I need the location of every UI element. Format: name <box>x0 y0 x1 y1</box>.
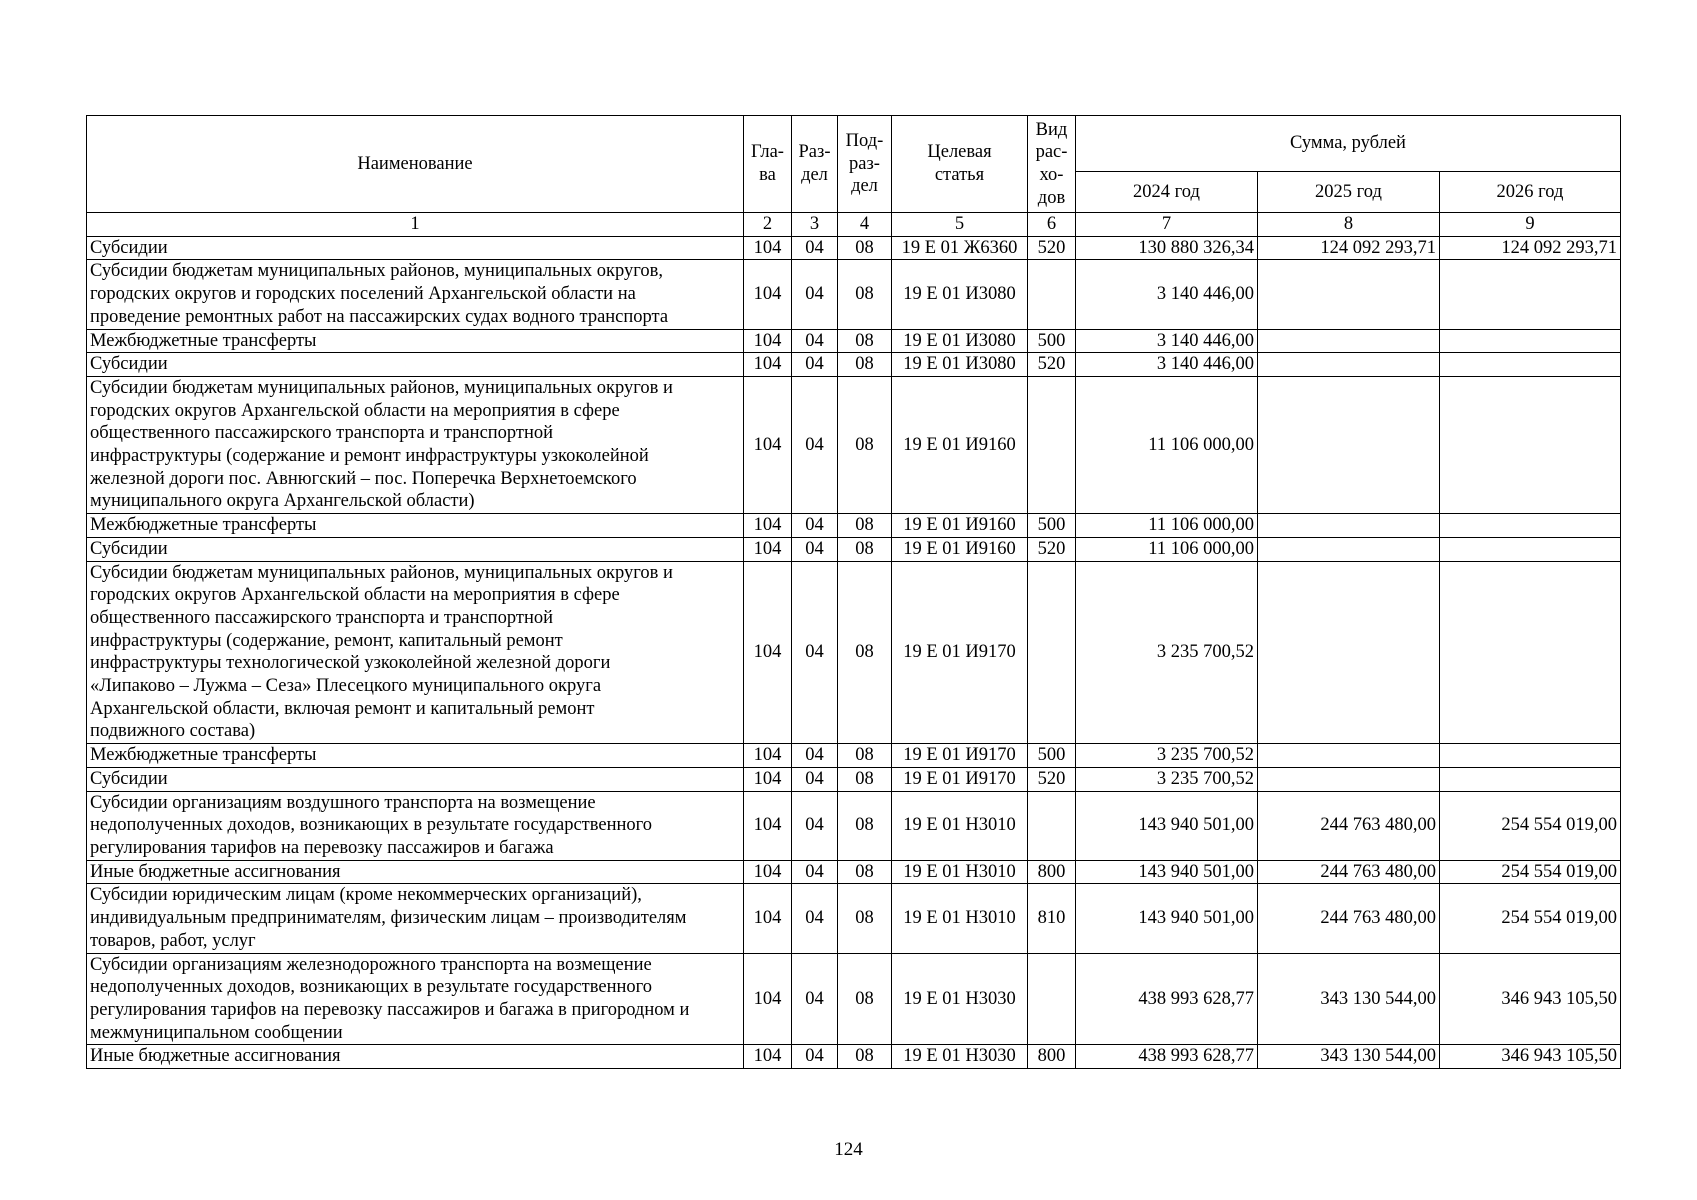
row-sum-2024: 3 140 446,00 <box>1076 353 1258 377</box>
row-vid-rashodov <box>1028 791 1076 860</box>
header-year-2026: 2026 год <box>1440 172 1621 213</box>
row-podrazdel: 08 <box>838 260 892 329</box>
table-row <box>87 953 1621 1045</box>
row-sum-2025: 244 763 480,00 <box>1258 860 1440 884</box>
row-sum-2026 <box>1440 376 1621 513</box>
column-number: 4 <box>838 213 892 237</box>
row-sum-2025: 244 763 480,00 <box>1258 791 1440 860</box>
row-name: Иные бюджетные ассигнования <box>87 1045 744 1069</box>
row-razdel: 04 <box>792 1045 838 1069</box>
row-podrazdel: 08 <box>838 376 892 513</box>
row-razdel: 04 <box>792 953 838 1045</box>
row-razdel: 04 <box>792 767 838 791</box>
row-celevaya-statya: 19 Е 01 Н3030 <box>892 953 1028 1045</box>
row-sum-2026: 346 943 105,50 <box>1440 1045 1621 1069</box>
row-sum-2024: 11 106 000,00 <box>1076 376 1258 513</box>
row-celevaya-statya: 19 Е 01 И3080 <box>892 329 1028 353</box>
row-glava: 104 <box>744 537 792 561</box>
row-sum-2026 <box>1440 353 1621 377</box>
row-celevaya-statya: 19 Е 01 И9170 <box>892 767 1028 791</box>
row-glava: 104 <box>744 353 792 377</box>
row-glava: 104 <box>744 376 792 513</box>
table-row <box>87 860 1621 884</box>
row-sum-2026 <box>1440 744 1621 768</box>
row-celevaya-statya: 19 Е 01 Н3030 <box>892 1045 1028 1069</box>
row-razdel: 04 <box>792 260 838 329</box>
column-number: 2 <box>744 213 792 237</box>
row-vid-rashodov: 810 <box>1028 884 1076 953</box>
row-celevaya-statya: 19 Е 01 Н3010 <box>892 860 1028 884</box>
row-razdel: 04 <box>792 353 838 377</box>
column-number: 6 <box>1028 213 1076 237</box>
header-podrazdel: Под- раз- дел <box>838 116 892 213</box>
row-podrazdel: 08 <box>838 236 892 260</box>
row-name: Субсидии бюджетам муниципальных районов, муниципальных округов, городских округов и городских поселений Архангельской области на проведение ремонтных работ на пассажирских судах водного транспорта <box>87 260 744 329</box>
row-podrazdel: 08 <box>838 561 892 744</box>
row-sum-2024: 438 993 628,77 <box>1076 1045 1258 1069</box>
row-celevaya-statya: 19 Е 01 И3080 <box>892 353 1028 377</box>
column-number: 3 <box>792 213 838 237</box>
row-podrazdel: 08 <box>838 329 892 353</box>
row-podrazdel: 08 <box>838 791 892 860</box>
row-sum-2024: 143 940 501,00 <box>1076 791 1258 860</box>
row-sum-2025: 124 092 293,71 <box>1258 236 1440 260</box>
table-row <box>87 1045 1621 1069</box>
row-glava: 104 <box>744 236 792 260</box>
table-row <box>87 884 1621 953</box>
row-vid-rashodov <box>1028 376 1076 513</box>
header-celevaya-statya: Целевая статья <box>892 116 1028 213</box>
row-podrazdel: 08 <box>838 537 892 561</box>
row-glava: 104 <box>744 1045 792 1069</box>
header-year-2024: 2024 год <box>1076 172 1258 213</box>
row-podrazdel: 08 <box>838 884 892 953</box>
row-sum-2025 <box>1258 353 1440 377</box>
row-vid-rashodov: 520 <box>1028 353 1076 377</box>
row-celevaya-statya: 19 Е 01 И9160 <box>892 376 1028 513</box>
row-sum-2026 <box>1440 767 1621 791</box>
row-vid-rashodov <box>1028 953 1076 1045</box>
row-sum-2025: 343 130 544,00 <box>1258 1045 1440 1069</box>
table-row <box>87 236 1621 260</box>
row-sum-2026 <box>1440 514 1621 538</box>
row-sum-2025: 343 130 544,00 <box>1258 953 1440 1045</box>
row-sum-2026 <box>1440 537 1621 561</box>
row-name: Межбюджетные трансферты <box>87 329 744 353</box>
row-sum-2026 <box>1440 329 1621 353</box>
row-sum-2024: 438 993 628,77 <box>1076 953 1258 1045</box>
row-glava: 104 <box>744 744 792 768</box>
row-celevaya-statya: 19 Е 01 И3080 <box>892 260 1028 329</box>
row-sum-2024: 143 940 501,00 <box>1076 860 1258 884</box>
row-sum-2025 <box>1258 329 1440 353</box>
row-name: Субсидии <box>87 353 744 377</box>
row-podrazdel: 08 <box>838 953 892 1045</box>
row-sum-2024: 3 140 446,00 <box>1076 329 1258 353</box>
row-podrazdel: 08 <box>838 744 892 768</box>
row-vid-rashodov: 520 <box>1028 767 1076 791</box>
row-razdel: 04 <box>792 329 838 353</box>
row-celevaya-statya: 19 Е 01 И9160 <box>892 537 1028 561</box>
table-row <box>87 353 1621 377</box>
row-razdel: 04 <box>792 744 838 768</box>
row-celevaya-statya: 19 Е 01 И9160 <box>892 514 1028 538</box>
row-sum-2025: 244 763 480,00 <box>1258 884 1440 953</box>
row-sum-2024: 11 106 000,00 <box>1076 537 1258 561</box>
row-glava: 104 <box>744 260 792 329</box>
row-glava: 104 <box>744 514 792 538</box>
row-name: Межбюджетные трансферты <box>87 514 744 538</box>
row-sum-2024: 143 940 501,00 <box>1076 884 1258 953</box>
row-podrazdel: 08 <box>838 353 892 377</box>
row-sum-2025 <box>1258 537 1440 561</box>
row-glava: 104 <box>744 767 792 791</box>
column-number: 5 <box>892 213 1028 237</box>
header-summa: Сумма, рублей <box>1076 116 1621 172</box>
row-sum-2024: 3 235 700,52 <box>1076 744 1258 768</box>
row-razdel: 04 <box>792 236 838 260</box>
column-number: 1 <box>87 213 744 237</box>
row-glava: 104 <box>744 884 792 953</box>
row-glava: 104 <box>744 860 792 884</box>
column-number: 9 <box>1440 213 1621 237</box>
column-number-row <box>87 213 1621 237</box>
table-body <box>87 213 1621 1069</box>
row-vid-rashodov: 800 <box>1028 1045 1076 1069</box>
row-sum-2025 <box>1258 514 1440 538</box>
column-number: 8 <box>1258 213 1440 237</box>
row-sum-2024: 11 106 000,00 <box>1076 514 1258 538</box>
table-row <box>87 767 1621 791</box>
row-name: Субсидии <box>87 767 744 791</box>
row-glava: 104 <box>744 953 792 1045</box>
row-name: Межбюджетные трансферты <box>87 744 744 768</box>
row-sum-2026: 254 554 019,00 <box>1440 884 1621 953</box>
row-celevaya-statya: 19 Е 01 Н3010 <box>892 791 1028 860</box>
row-vid-rashodov <box>1028 260 1076 329</box>
row-sum-2025 <box>1258 767 1440 791</box>
row-razdel: 04 <box>792 561 838 744</box>
row-sum-2026 <box>1440 260 1621 329</box>
header-name: Наименование <box>87 116 744 213</box>
row-celevaya-statya: 19 Е 01 И9170 <box>892 744 1028 768</box>
row-podrazdel: 08 <box>838 767 892 791</box>
row-sum-2025 <box>1258 561 1440 744</box>
row-name: Субсидии юридическим лицам (кроме некоммерческих организаций), индивидуальным предпринимателям, физическим лицам – производителям товаров, работ, услуг <box>87 884 744 953</box>
table-row <box>87 329 1621 353</box>
row-sum-2026: 124 092 293,71 <box>1440 236 1621 260</box>
row-sum-2025 <box>1258 260 1440 329</box>
table-row <box>87 376 1621 513</box>
row-sum-2026: 254 554 019,00 <box>1440 791 1621 860</box>
row-vid-rashodov: 520 <box>1028 537 1076 561</box>
row-vid-rashodov <box>1028 561 1076 744</box>
row-vid-rashodov: 520 <box>1028 236 1076 260</box>
row-razdel: 04 <box>792 537 838 561</box>
row-razdel: 04 <box>792 514 838 538</box>
row-celevaya-statya: 19 Е 01 Ж6360 <box>892 236 1028 260</box>
table-row <box>87 561 1621 744</box>
row-name: Субсидии бюджетам муниципальных районов, муниципальных округов и городских округов Архангельской области на мероприятия в сфере общественного пассажирского транспорта и транспортной инфраструктуры (содержание, ремонт, капитальный ремонт инфраструктуры технологической узкоколейной железной дороги «Липаково – Лужма – Сеза» Плесецкого муниципального округа Архангельской области, включая ремонт и капитальный ремонт подвижного состава) <box>87 561 744 744</box>
row-podrazdel: 08 <box>838 1045 892 1069</box>
table-row <box>87 514 1621 538</box>
row-vid-rashodov: 800 <box>1028 860 1076 884</box>
row-vid-rashodov: 500 <box>1028 329 1076 353</box>
row-sum-2025 <box>1258 744 1440 768</box>
row-sum-2024: 3 235 700,52 <box>1076 767 1258 791</box>
row-vid-rashodov: 500 <box>1028 514 1076 538</box>
header-vid-rashodov: Вид рас- хо- дов <box>1028 116 1076 213</box>
row-name: Субсидии организациям воздушного транспорта на возмещение недополученных доходов, возникающих в результате государственного регулирования тарифов на перевозку пассажиров и багажа <box>87 791 744 860</box>
row-name: Субсидии организациям железнодорожного транспорта на возмещение недополученных доходов, возникающих в результате государственного регулирования тарифов на перевозку пассажиров и багажа в пригородном и межмуниципальном сообщении <box>87 953 744 1045</box>
row-sum-2025 <box>1258 376 1440 513</box>
row-razdel: 04 <box>792 791 838 860</box>
row-sum-2024: 3 140 446,00 <box>1076 260 1258 329</box>
row-celevaya-statya: 19 Е 01 Н3010 <box>892 884 1028 953</box>
header-year-2025: 2025 год <box>1258 172 1440 213</box>
row-sum-2026 <box>1440 561 1621 744</box>
row-name: Субсидии бюджетам муниципальных районов, муниципальных округов и городских округов Архангельской области на мероприятия в сфере общественного пассажирского транспорта и транспортной инфраструктуры (содержание и ремонт инфраструктуры узкоколейной железной дороги пос. Авнюгский – пос. Поперечка Верхнетоемского муниципального округа Архангельской области) <box>87 376 744 513</box>
row-razdel: 04 <box>792 884 838 953</box>
row-podrazdel: 08 <box>838 514 892 538</box>
row-sum-2026: 346 943 105,50 <box>1440 953 1621 1045</box>
row-celevaya-statya: 19 Е 01 И9170 <box>892 561 1028 744</box>
table-row <box>87 791 1621 860</box>
row-glava: 104 <box>744 791 792 860</box>
row-glava: 104 <box>744 329 792 353</box>
row-vid-rashodov: 500 <box>1028 744 1076 768</box>
row-glava: 104 <box>744 561 792 744</box>
header-glava: Гла- ва <box>744 116 792 213</box>
row-podrazdel: 08 <box>838 860 892 884</box>
header-razdel: Раз- дел <box>792 116 838 213</box>
row-sum-2024: 130 880 326,34 <box>1076 236 1258 260</box>
column-number: 7 <box>1076 213 1258 237</box>
table-row <box>87 537 1621 561</box>
row-name: Субсидии <box>87 537 744 561</box>
table-row <box>87 744 1621 768</box>
row-razdel: 04 <box>792 860 838 884</box>
budget-table <box>86 115 1621 1069</box>
row-razdel: 04 <box>792 376 838 513</box>
row-sum-2024: 3 235 700,52 <box>1076 561 1258 744</box>
row-sum-2026: 254 554 019,00 <box>1440 860 1621 884</box>
table-row <box>87 260 1621 329</box>
table-header <box>87 116 1621 213</box>
row-name: Иные бюджетные ассигнования <box>87 860 744 884</box>
page-number: 124 <box>834 1139 863 1160</box>
row-name: Субсидии <box>87 236 744 260</box>
